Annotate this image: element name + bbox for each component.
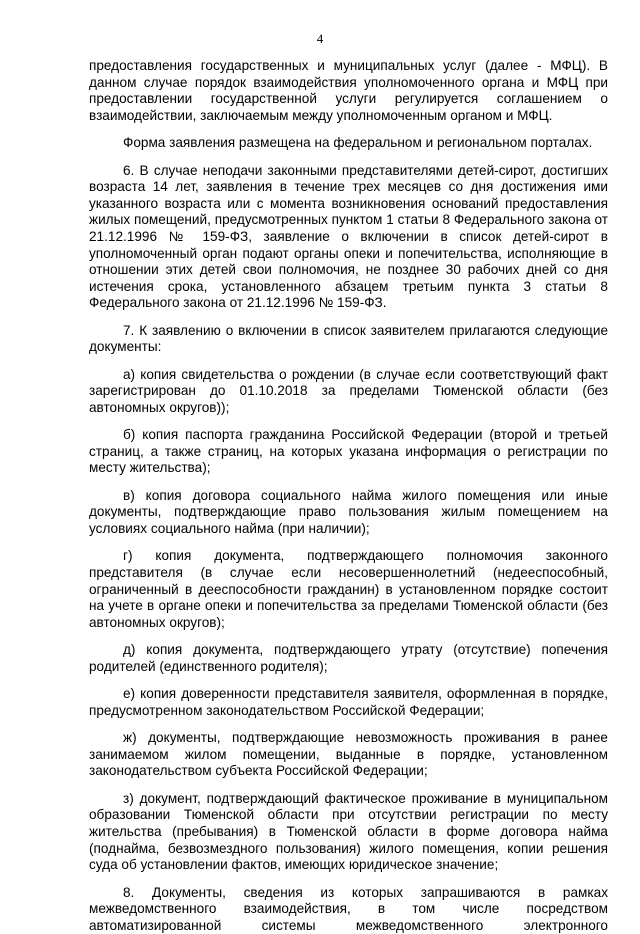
paragraph-subitem-d: д) копия документа, подтверждающего утрату (отсутствие) попечения родителей (единственного родителя); xyxy=(89,642,608,675)
document-body xyxy=(89,58,608,934)
paragraph-subitem-z: з) документ, подтверждающий фактическое проживание в муниципальном образовании Тюменской области при отсутствии регистрации по месту жительства (пребывания) в Тюменской области в форме договора найма (поднайма, безвозмездного пользования) жилого помещения, копии решения суда об установлении фактов, имеющих юридическое значение; xyxy=(89,791,608,874)
paragraph-subitem-v: в) копия договора социального найма жилого помещения или иные документы, подтверждающие право пользования жилым помещением на условиях социального найма (при наличии); xyxy=(89,488,608,538)
paragraph-continuation: предоставления государственных и муниципальных услуг (далее - МФЦ). В данном случае порядок взаимодействия уполномоченного органа и МФЦ при предоставлении государственной услуги регулируется соглашением о взаимодействии, заключаемым между уполномоченным органом и МФЦ. xyxy=(89,58,608,124)
paragraph-subitem-b: б) копия паспорта гражданина Российской Федерации (второй и третьей страниц, а также страниц, на которых указана информация о регистрации по месту жительства); xyxy=(89,427,608,477)
paragraph-subitem-zh: ж) документы, подтверждающие невозможность проживания в ранее занимаемом жилом помещении, выданные в порядке, установленном законодательством субъекта Российской Федерации; xyxy=(89,730,608,780)
paragraph-subitem-a: а) копия свидетельства о рождении (в случае если соответствующий факт зарегистрирован до 01.10.2018 за пределами Тюменской области (без автономных округов)); xyxy=(89,367,608,417)
page-number: 4 xyxy=(0,31,640,47)
paragraph-item-8: 8. Документы, сведения из которых запрашиваются в рамках межведомственного взаимодействия, в том числе посредством автоматизированной системы межведомственного электронного xyxy=(89,885,608,934)
paragraph-subitem-e: е) копия доверенности представителя заявителя, оформленная в порядке, предусмотренном законодательством Российской Федерации; xyxy=(89,686,608,719)
paragraph-subitem-g: г) копия документа, подтверждающего полномочия законного представителя (в случае если несовершеннолетний (недееспособный, ограниченный в дееспособности гражданин) в установленном порядке состоит на учете в органе опеки и попечительства за пределами Тюменской области (без автономных округов); xyxy=(89,548,608,631)
paragraph-item-7: 7. К заявлению о включении в список заявителем прилагаются следующие документы: xyxy=(89,323,608,356)
paragraph-form-location: Форма заявления размещена на федеральном и региональном порталах. xyxy=(89,135,608,152)
paragraph-item-6: 6. В случае неподачи законными представителями детей-сирот, достигших возраста 14 лет, заявления в течение трех месяцев со дня достижения ими указанного возраста или с момента возникновения оснований предоставления жилых помещений, предусмотренных пунктом 1 статьи 8 Федерального закона от 21.12.1996 № 159-ФЗ, заявление о включении в список детей-сирот в уполномоченный орган подают органы опеки и попечительства, исполняющие в отношении этих детей свои полномочия, не позднее 30 рабочих дней со дня истечения срока, установленного абзацем третьим пункта 3 статьи 8 Федерального закона от 21.12.1996 № 159-ФЗ. xyxy=(89,163,608,312)
